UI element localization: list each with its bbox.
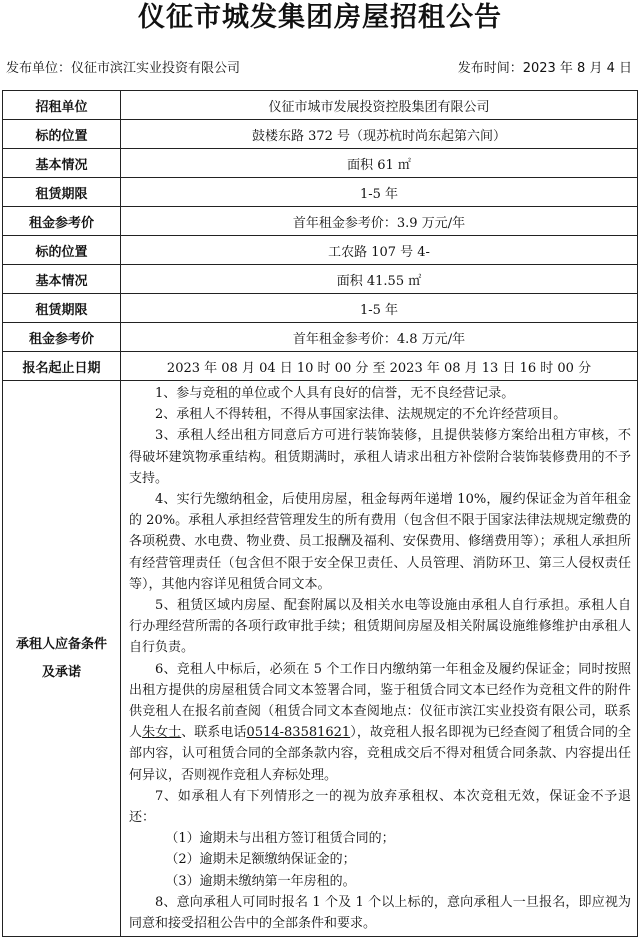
- row-value: 工农路 107 号 4-: [121, 236, 638, 265]
- term-paragraph: 1、参与竞租的单位或个人具有良好的信誉，无不良经营记录。: [155, 386, 515, 401]
- row-label: 租赁期限: [3, 178, 121, 207]
- contact-person: 朱女士: [142, 725, 182, 741]
- term-subitem: （3）逾期未缴纳第一年房租的。: [165, 873, 356, 889]
- table-row: [3, 120, 638, 149]
- term-text: 6、竞租人中标后，必须在 5 个工作日内缴纳第一年租金及履约保证金；同时按照出租方提供的房屋租赁合同文本签署合同，鉴于租赁合同文本已经作为竞租文件的附件供竞租人在报名前查阅（租赁合同文本查阅地点：仪征市滨江实业投资有限公司，联系人: [129, 661, 631, 741]
- term-subitem: （2）逾期未足额缴纳保证金的；: [165, 852, 356, 868]
- row-label: 租赁期限: [3, 294, 121, 323]
- row-label: 报名起止日期: [3, 352, 121, 381]
- row-value: 仪征市城市发展投资控股集团有限公司: [121, 91, 638, 120]
- row-label: 标的位置: [3, 120, 121, 149]
- table-row: [3, 236, 638, 265]
- row-value: 面积 61 ㎡: [121, 149, 638, 178]
- publisher-name: 仪征市滨江实业投资有限公司: [71, 61, 241, 76]
- publish-date-line: [458, 60, 632, 78]
- row-label: 租金参考价: [3, 323, 121, 352]
- publish-date: 2023 年 8 月 4 日: [522, 61, 632, 76]
- table-row: [3, 149, 638, 178]
- term-subitem: （1）逾期未与出租方签订租赁合同的；: [165, 831, 395, 847]
- row-value: 2023 年 08 月 04 日 10 时 00 分 至 2023 年 08 月 13 日 16 时 00 分: [121, 352, 638, 381]
- date-label: 发布时间：: [457, 61, 523, 76]
- row-value: 1-5 年: [121, 178, 638, 207]
- table-row: [3, 323, 638, 352]
- row-value: 鼓楼东路 372 号（现苏杭时尚东起第六间）: [121, 120, 638, 149]
- term-paragraph: 8、意向承租人可同时报名 1 个及 1 个以上标的，意向承租人一旦报名，即应视为同意和接受招租公告中的全部条件和要求。: [129, 894, 631, 932]
- term-text: 、联系电话: [181, 725, 247, 741]
- term-paragraph: 2、承租人不得转租，不得从事国家法律、法规规定的不允许经营项目。: [155, 407, 567, 423]
- terms-label-line: 承租人应备条件: [15, 636, 107, 652]
- publisher-label: 发布单位：: [6, 61, 72, 76]
- term-paragraph: 4、实行先缴纳租金，后使用房屋，租金每两年递增 10%，履约保证金为首年租金的 20%。承租人承担经营管理发生的所有费用（包含但不限于国家法律法规规定缴费的各项税费、水电费、物业费、员工报酬及福利、安保费用、修缮费用等）；承租人承担所有经营管理责任（包含但不限于安全保卫责任、人员管理、消防环卫、第三人侵权责任等），其他内容详见租赁合同文本。: [129, 492, 631, 592]
- row-value: 首年租金参考价：4.8 万元/年: [121, 323, 638, 352]
- terms-cell: [121, 381, 638, 937]
- row-label: 标的位置: [3, 236, 121, 265]
- table-row: [3, 91, 638, 120]
- term-paragraph: 5、租赁区域内房屋、配套附属以及相关水电等设施由承租人自行承担。承租人自行办理经营所需的各项行政审批手续；租赁期间房屋及相关附属设施维修维护由承租人自行负责。: [129, 598, 631, 656]
- table-row: [3, 352, 638, 381]
- row-value: 面积 41.55 ㎡: [121, 265, 638, 294]
- table-row: [3, 294, 638, 323]
- terms-label-line: 及承诺: [41, 664, 81, 680]
- term-paragraph: 7、如承租人有下列情形之一的视为放弃承租权、本次竞租无效，保证金不予退还：: [129, 788, 631, 826]
- row-label: 基本情况: [3, 149, 121, 178]
- page-title: 仪征市城发集团房屋招租公告: [138, 2, 502, 33]
- row-label: 招租单位: [3, 91, 121, 120]
- terms-label: [3, 381, 121, 937]
- publisher-line: [6, 60, 240, 78]
- row-value: 1-5 年: [121, 294, 638, 323]
- table-row: [3, 207, 638, 236]
- row-label: 基本情况: [3, 265, 121, 294]
- term-paragraph: 3、承租人经出租方同意后方可进行装饰装修，且提供装修方案给出租方审核，不得破坏建筑物承重结构。租赁期满时，承租人请求出租方补偿附合装饰装修费用的不予支持。: [129, 428, 631, 486]
- terms-row: [3, 381, 638, 937]
- term-paragraph: [129, 659, 631, 786]
- terms-text: [121, 381, 637, 936]
- contact-phone: 0514-83581621: [246, 725, 351, 741]
- row-value: 首年租金参考价：3.9 万元/年: [121, 207, 638, 236]
- row-label: 租金参考价: [3, 207, 121, 236]
- notice-table: [2, 90, 638, 937]
- table-row: [3, 265, 638, 294]
- table-row: [3, 178, 638, 207]
- term-text: ），故竞租人报名即视为已经查阅了租赁合同的全部内容，认可租赁合同的全部条款内容，竞租成交后不得对租赁合同条款、内容提出任何异议，否则视作竞租人弃标处理。: [129, 725, 631, 783]
